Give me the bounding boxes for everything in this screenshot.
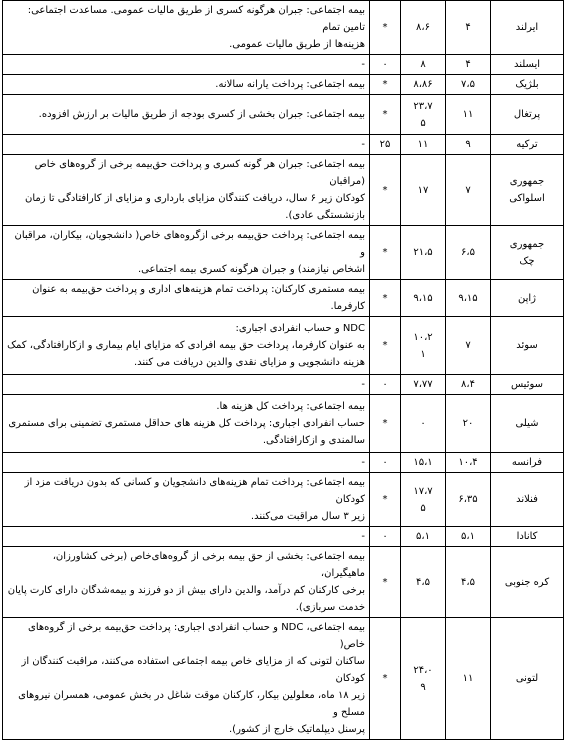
rate-cell-2 [401,55,446,75]
description-cell-line: زیر ۱۸ ماه، معلولین بیکار، کارکنان موقت شاغل در بخش عمومی، همسران نیروهای مسلح و [18,690,365,718]
table-row [3,280,564,317]
rate-cell-1-text: ۱۱ [462,673,474,684]
country-cell [491,527,564,547]
description-cell-line: پرسنل دیپلماتیک خارج از کشور). [228,724,365,735]
description-cell-line: بازنشستگی عادی). [285,210,365,221]
rate-cell-1 [446,55,491,75]
description-cell [3,280,370,317]
rate-cell-1 [446,226,491,280]
table-row [3,1,564,55]
state-cell [370,280,401,317]
state-cell-text: * [382,340,388,351]
rate-cell-2-text: ۱۱ [417,139,429,150]
country-cell [491,280,564,317]
description-cell [3,618,370,740]
rate-cell-1-text: ۸،۴ [461,379,475,390]
description-cell-line: به عنوان کارفرما، پرداخت حق بیمه افرادی که مزایای ایام بیماری و ازکارافتادگی، کمک [7,340,365,351]
description-cell [3,135,370,155]
state-cell-text: ۲۵ [379,139,391,150]
rate-cell-1-text: ۴،۵ [461,576,475,588]
description-cell [3,527,370,547]
rate-cell-1 [446,135,491,155]
rate-cell-2 [401,155,446,226]
state-cell [370,317,401,375]
description-cell-line: حساب انفرادی اجباری: پرداخت کل هزینه های حداقل مستمری تضمینی برای مستمری [8,418,365,429]
description-cell-line: بیمه اجتماعی: پرداخت تمام هزینه‌های دانشجویان و کسانی که بدون دریافت مزد از کودکان [24,477,365,505]
rate-cell-2-text: ۴،۵ [416,576,430,588]
country-cell [491,547,564,618]
rate-cell-1 [446,75,491,95]
country-cell-text: کره جنوبی [504,576,550,588]
rate-cell-2 [401,527,446,547]
rate-cell-1 [446,618,491,740]
description-cell-line: بیمه اجتماعی: جبران بخشی از کسری بودجه از طریق مالیات بر ارزش افزوده. [38,109,365,120]
description-cell-line: بیمه اجتماعی: جبران هر گونه کسری و پرداخت حق‌بیمه برخی از گروه‌های خاص (مراقبان [34,159,365,187]
description-cell-line: سالمندی و ازکارافتادگی. [262,435,365,446]
country-cell [491,55,564,75]
description-cell [3,55,370,75]
description-cell-line: خدمت سربازی). [295,602,365,613]
rate-cell-2 [401,1,446,55]
description-cell-line: بیمه مستمری کارکنان: پرداخت تمام هزینه‌های اداری و پرداخت حق‌بیمه به عنوان کارفرما. [32,284,365,312]
description-cell-line: زیر ۳ سال مراقبت می‌کنند. [250,511,365,522]
rate-cell-1-text: ۲۰ [462,418,474,429]
country-cell [491,1,564,55]
country-cell [491,453,564,473]
rate-cell-2 [401,226,446,280]
description-cell-line: - [361,59,365,70]
country-cell-text: فنلاند [516,494,538,505]
state-cell [370,527,401,547]
rate-cell-1-text: ۷،۵ [461,79,475,90]
description-cell [3,473,370,527]
table-row [3,317,564,375]
state-cell [370,473,401,527]
description-cell [3,453,370,473]
description-cell [3,155,370,226]
country-cell-text: ایرلند [515,22,539,33]
state-cell-text: * [382,22,388,33]
rate-cell-2 [401,75,446,95]
rate-cell-2-text: ۵،۱ [416,531,430,542]
country-cell-text: ژاپن [517,292,536,304]
country-cell-text: ایسلند [513,59,541,70]
rate-cell-1-text: ۵،۱ [461,531,475,542]
rate-cell-2-text: ۸،۶ [416,22,430,33]
state-cell [370,75,401,95]
rate-cell-2-line: ۱۰،۲ [413,331,433,343]
rate-cell-2-text: ۹،۱۵ [413,292,433,304]
rate-cell-2 [401,317,446,375]
rate-cell-1 [446,453,491,473]
description-cell [3,375,370,395]
state-cell [370,95,401,135]
table-row [3,226,564,280]
table-row [3,135,564,155]
state-cell-text: * [382,494,388,505]
state-cell [370,453,401,473]
rate-cell-1-text: ۱۱ [462,109,474,120]
rate-cell-1 [446,375,491,395]
rate-cell-2-text: ۸،۸۶ [413,79,433,90]
country-cell [491,226,564,280]
rate-cell-2-line: ۵ [420,117,426,129]
description-cell-line: بیمه اجتماعی: پرداخت حق‌بیمه برخی ازگروه‌های خاص( دانشجویان، بیکاران، مراقبان و [14,230,365,258]
rate-cell-1-text: ۶،۳۵ [458,494,478,505]
rate-cell-1 [446,1,491,55]
rate-cell-1 [446,547,491,618]
country-cell-text: کانادا [516,531,538,542]
rate-cell-1-text: ۴ [465,59,471,70]
table-row [3,95,564,135]
country-cell-line: چک [519,255,535,267]
rate-cell-1-text: ۹،۱۵ [458,292,478,304]
rate-cell-1 [446,527,491,547]
table-row [3,453,564,473]
country-cell-line: جمهوری [509,238,545,250]
rate-cell-2-line: ۹ [420,681,426,693]
rate-cell-1-text: ۷ [465,340,471,351]
state-cell-text: ۰ [382,457,388,468]
rate-cell-1-text: ۷ [465,184,471,196]
table-row [3,618,564,740]
country-cell-text: لتونی [515,673,539,684]
description-cell-line: ساکنان لتونی که از مزایای خاص بیمه اجتماعی استفاده می‌کنند، مراقبت کنندگان از کودکان [21,656,365,684]
rate-cell-2 [401,135,446,155]
state-cell [370,1,401,55]
rate-cell-2 [401,547,446,618]
country-cell [491,473,564,527]
state-cell [370,226,401,280]
description-cell-line: بیمه اجتماعی: جبران هرگونه کسری از طریق مالیات عمومی. مساعدت اجتماعی: تامین تمام [27,5,365,33]
rate-cell-1-text: ۹ [465,139,471,150]
description-cell-line: بیمه اجتماعی، NDC و حساب انفرادی اجباری: پرداخت حق‌بیمه برخی از گروه‌های خاص( [28,622,365,650]
country-cell-line: اسلواکی [509,193,545,204]
country-cell-text: بلژیک [515,79,539,90]
country-cell [491,75,564,95]
rate-cell-2-line: ۵ [420,502,426,514]
description-cell-line: - [361,139,365,150]
rate-cell-2-text: ۱۵،۱ [413,457,433,468]
state-cell-text: * [382,247,388,258]
description-cell [3,226,370,280]
state-cell-text: ۰ [382,379,388,390]
description-cell-line: - [361,379,365,390]
country-cell [491,95,564,135]
state-cell-text: * [382,673,388,684]
rate-cell-2-text: ۷،۷۷ [413,379,433,390]
state-cell-text: * [382,109,388,120]
table-row [3,395,564,453]
table-row [3,473,564,527]
rate-cell-1-text: ۴ [465,22,471,33]
country-cell-text: ترکیه [516,139,538,150]
rate-cell-1-text: ۱۰،۴ [458,457,478,468]
state-cell [370,547,401,618]
country-cell-text: فرانسه [511,457,543,468]
table-row [3,155,564,226]
rate-cell-2-line: ۱۷،۷ [413,485,433,497]
state-cell-text: ۰ [382,59,388,70]
rate-cell-2-text: ۸ [420,59,426,70]
description-cell-line: بیمه اجتماعی: بخشی از حق بیمه برخی از گروه‌های‌خاص (برخی کشاورزان، ماهیگیران، [52,551,365,579]
description-cell-line: NDC و حساب انفرادی اجباری: [235,323,365,334]
country-cell-text: پرتغال [513,109,541,120]
rate-cell-2 [401,618,446,740]
description-cell-line: بیمه اجتماعی: پرداخت یارانه سالانه. [215,79,365,90]
rate-cell-1 [446,473,491,527]
description-cell-line: برخی کارکنان کم درآمد، والدین دارای بیش از دو فرزند و بیمه‌شدگان دارای کارت پایان [7,585,365,596]
rate-cell-2 [401,280,446,317]
state-cell-text: ۰ [382,531,388,542]
description-cell-line: - [361,531,365,542]
state-cell [370,55,401,75]
country-cell [491,317,564,375]
description-cell-line: بیمه اجتماعی: پرداخت کل هزینه ها. [216,401,365,412]
table-body [3,1,564,740]
rate-cell-2-text: ۰ [420,418,426,429]
country-cell [491,375,564,395]
country-cell-text: شیلی [515,418,539,429]
pension-funding-table [2,0,564,740]
rate-cell-1 [446,395,491,453]
state-cell [370,395,401,453]
rate-cell-2 [401,395,446,453]
description-cell-line: هزینه‌ها از طریق مالیات عمومی. [229,39,365,50]
table-row [3,375,564,395]
table-row [3,75,564,95]
table-row [3,55,564,75]
state-cell-text: * [382,79,388,90]
description-cell-line: - [361,457,365,468]
table-row [3,527,564,547]
rate-cell-2 [401,453,446,473]
state-cell [370,135,401,155]
description-cell-line: کودکان زیر ۶ سال، دریافت کنندگان مزایای بارداری و مزایای از کارافتادگی تا زمان [24,193,365,204]
table-row [3,547,564,618]
state-cell [370,618,401,740]
state-cell-text: * [382,576,388,588]
rate-cell-2-text: ۲۱،۵ [413,247,433,258]
rate-cell-2 [401,95,446,135]
country-cell [491,395,564,453]
rate-cell-1 [446,155,491,226]
state-cell-text: * [382,292,388,304]
state-cell-text: * [382,184,388,196]
rate-cell-2-text: ۱۷ [417,184,429,196]
description-cell [3,317,370,375]
country-cell-line: جمهوری [509,176,545,187]
rate-cell-2-line: ۲۴،۰ [413,664,433,676]
rate-cell-1 [446,280,491,317]
description-cell [3,75,370,95]
country-cell [491,135,564,155]
description-cell [3,547,370,618]
country-cell-text: سوئیس [510,379,544,390]
rate-cell-1-text: ۶،۵ [461,247,475,258]
rate-cell-1 [446,317,491,375]
description-cell [3,95,370,135]
description-cell [3,395,370,453]
country-cell [491,155,564,226]
country-cell [491,618,564,740]
rate-cell-2 [401,473,446,527]
rate-cell-2-line: ۱ [420,348,426,360]
state-cell [370,155,401,226]
description-cell-line: اشخاص نیازمند) و جبران هرگونه کسری بیمه اجتماعی. [138,264,365,275]
description-cell-line: هزینه دانشجویی و مزایای نقدی والدین دریافت می کنند. [133,357,365,368]
rate-cell-1 [446,95,491,135]
country-cell-text: سوئد [516,340,538,351]
state-cell [370,375,401,395]
state-cell-text: * [382,418,388,429]
rate-cell-2-line: ۲۳،۷ [413,100,433,112]
description-cell [3,1,370,55]
rate-cell-2 [401,375,446,395]
